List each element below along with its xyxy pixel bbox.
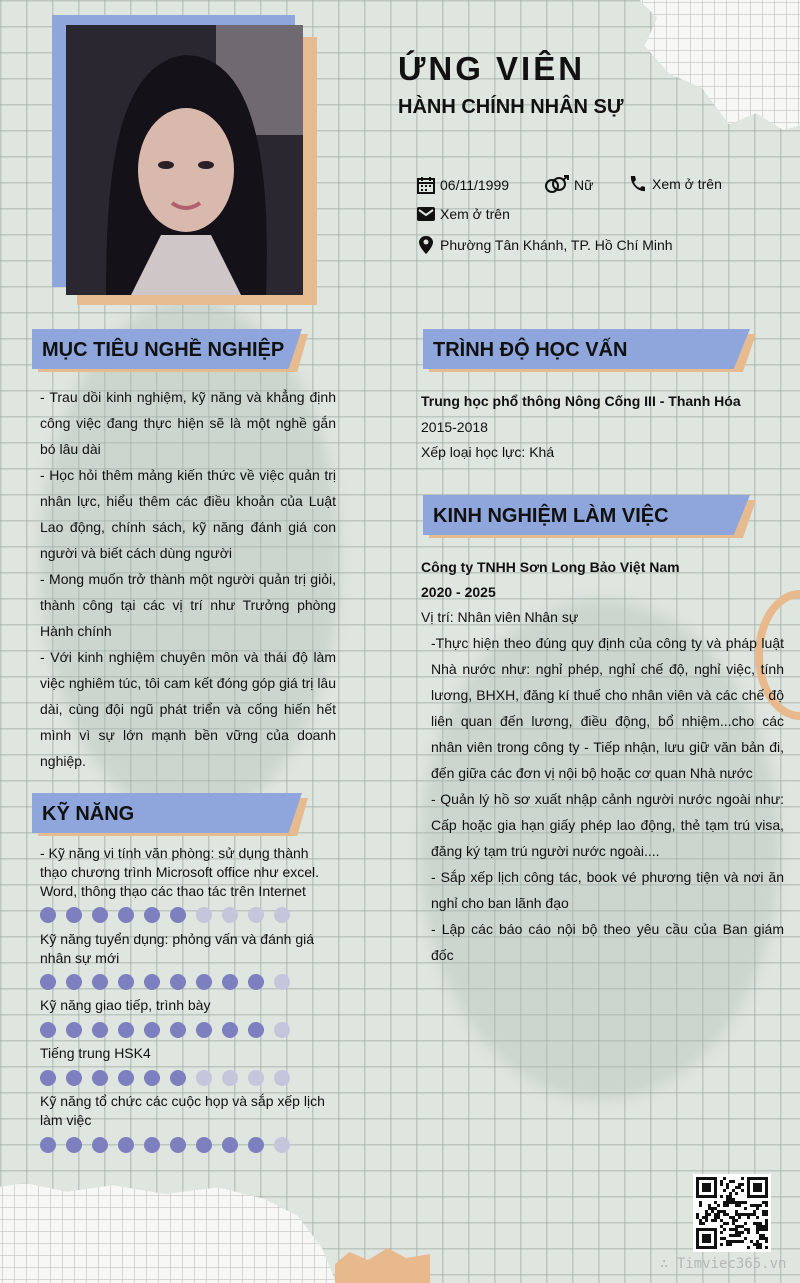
experience-role: Vị trí: Nhân viên Nhân sự [421,609,579,625]
candidate-name: ỨNG VIÊN [398,50,586,87]
rating-dot-filled [170,907,186,923]
rating-dot-filled [248,974,264,990]
qr-code [693,1174,771,1252]
rating-dot-filled [144,974,160,990]
gender-info [544,175,593,195]
rating-dot-filled [40,1022,56,1038]
education-heading [423,329,750,373]
rating-dot-filled [66,1137,82,1153]
address-value: Phường Tân Khánh, TP. Hồ Chí Minh [440,237,673,253]
experience-duty: -Thực hiện theo đúng quy định của công ty và pháp luật Nhà nước như: nghỉ phép, nghỉ chế độ, nghỉ việc, tính lương, BHXH, đăng kí thuế cho nhân viên và các chế độ liên quan đến lương, điều động, bổ nhiệm...cho các nhân viên trong công ty - Tiếp nhận, lưu giữ văn bản đi, đến giữa các đơn vị nội bộ hoặc cơ quan Nhà nước [431,635,784,781]
email-icon [416,205,436,223]
objective-paragraph: - Học hỏi thêm mảng kiến thức về việc quản trị nhân lực, hiểu thêm các điều khoản của Luật Lao động, chính sách, kỹ năng đánh giá con người và biết cách dùng người [40,467,336,561]
objective-paragraph: - Với kinh nghiệm chuyên môn và thái độ làm việc nghiêm túc, tôi cam kết đóng góp giá trị lâu dài, cùng đội ngũ phát triển và cống hiến hết mình vì sự lớn mạnh bền vững của doanh nghiệp. [40,649,336,769]
experience-duty: - Quản lý hồ sơ xuất nhập cảnh người nước ngoài như: Cấp hoặc gia hạn giấy phép lao động, thẻ tạm trú visa, đăng ký tạm trú người nước ngoài.... [431,791,784,859]
rating-dot-filled [40,974,56,990]
rating-dot-filled [92,974,108,990]
candidate-position: HÀNH CHÍNH NHÂN SỰ [398,96,624,118]
rating-dot-filled [144,1022,160,1038]
education-grade: Xếp loại học lực: Khá [421,444,555,460]
email-info [416,205,510,223]
birthday-value: 06/11/1999 [440,177,510,193]
rating-dot-filled [144,1070,160,1086]
rating-dot-filled [248,1137,264,1153]
rating-dot-filled [144,1137,160,1153]
rating-dot-filled [40,907,56,923]
rating-dot-filled [222,1137,238,1153]
experience-duty: - Lập các báo cáo nội bộ theo yêu cầu của Ban giám đốc [431,921,784,963]
rating-dot-filled [40,1070,56,1086]
avatar [66,25,303,295]
skill-name: Kỹ năng tổ chức các cuộc họp và sắp xếp lịch làm việc [40,1093,325,1128]
rating-dot-filled [170,1137,186,1153]
birthday-info [416,175,509,195]
rating-dot-empty [222,907,238,923]
education-school: Trung học phổ thông Nông Cống III - Thanh Hóa [421,393,741,409]
rating-dot-filled [118,1137,134,1153]
objective-heading [32,329,302,373]
orange-tape-decoration [335,1248,430,1283]
rating-dot-filled [196,1137,212,1153]
skill-rating [40,974,290,990]
skills-title: KỸ NĂNG [42,803,135,825]
experience-duties [431,630,784,968]
rating-dot-empty [274,974,290,990]
education-title: TRÌNH ĐỘ HỌC VẤN [433,339,628,361]
experience-years: 2020 - 2025 [421,584,496,600]
rating-dot-filled [66,1070,82,1086]
rating-dot-filled [118,1070,134,1086]
rating-dot-empty [274,907,290,923]
rating-dot-filled [40,1137,56,1153]
education-body [421,389,786,466]
rating-dot-empty [196,1070,212,1086]
gender-icon [544,175,570,195]
rating-dot-filled [222,1022,238,1038]
gender-value: Nữ [574,177,594,193]
rating-dot-empty [222,1070,238,1086]
rating-dot-filled [66,974,82,990]
objective-paragraph: - Mong muốn trở thành một người quản trị giỏi, thành công tại các vị trí như Trưởng phòng Hành chính [40,571,336,639]
rating-dot-filled [92,1022,108,1038]
email-value: Xem ở trên [440,206,510,222]
rating-dot-filled [196,1022,212,1038]
rating-dot-filled [170,974,186,990]
rating-dot-filled [222,974,238,990]
rating-dot-filled [92,1137,108,1153]
rating-dot-filled [144,907,160,923]
rating-dot-filled [118,907,134,923]
experience-duty: - Sắp xếp lịch công tác, book vé phương tiện và nơi ăn nghỉ cho ban lãnh đạo [431,869,784,911]
skill-rating [40,1137,290,1153]
skill-name: - Kỹ năng vi tính văn phòng: sử dụng thành thạo chương trình Microsoft office như excel. Word, thông thạo các thao tác trên Internet [40,845,320,899]
rating-dot-empty [274,1022,290,1038]
rating-dot-filled [118,974,134,990]
rating-dot-filled [248,1022,264,1038]
watermark: ∴ Timviec365.vn [660,1256,787,1272]
rating-dot-filled [92,907,108,923]
skill-rating [40,907,290,923]
education-years: 2015-2018 [421,418,488,435]
skill-rating [40,1022,290,1038]
objective-title: MỤC TIÊU NGHỀ NGHIỆP [42,339,285,361]
skills-heading [32,793,302,837]
objective-paragraph: - Trau dồi kinh nghiệm, kỹ năng và khẳng định công việc đang thực hiện sẽ là một nghề gắn bó lâu dài [40,389,336,457]
experience-company: Công ty TNHH Sơn Long Bảo Việt Nam [421,559,680,575]
rating-dot-filled [170,1070,186,1086]
objective-body [40,384,336,774]
rating-dot-filled [66,1022,82,1038]
rating-dot-empty [248,907,264,923]
location-icon [418,235,434,255]
rating-dot-filled [118,1022,134,1038]
address-info [418,235,673,255]
rating-dot-empty [274,1070,290,1086]
skill-name: Kỹ năng tuyển dụng: phỏng vấn và đánh giá nhân sự mới [40,931,314,966]
skill-name: Tiếng trung HSK4 [40,1045,151,1061]
experience-header [421,555,786,630]
torn-paper-decoration [630,0,800,130]
phone-info [628,175,722,193]
skill-name: Kỹ năng giao tiếp, trình bày [40,997,211,1013]
phone-value: Xem ở trên [652,176,722,192]
rating-dot-filled [92,1070,108,1086]
rating-dot-filled [196,974,212,990]
experience-heading [423,495,750,539]
rating-dot-empty [274,1137,290,1153]
calendar-icon [416,175,436,195]
rating-dot-empty [248,1070,264,1086]
rating-dot-filled [170,1022,186,1038]
torn-paper-decoration [0,1183,340,1283]
phone-icon [628,175,646,193]
experience-title: KINH NGHIỆM LÀM VIỆC [433,505,669,527]
rating-dot-filled [66,907,82,923]
skill-rating [40,1070,290,1086]
rating-dot-empty [196,907,212,923]
